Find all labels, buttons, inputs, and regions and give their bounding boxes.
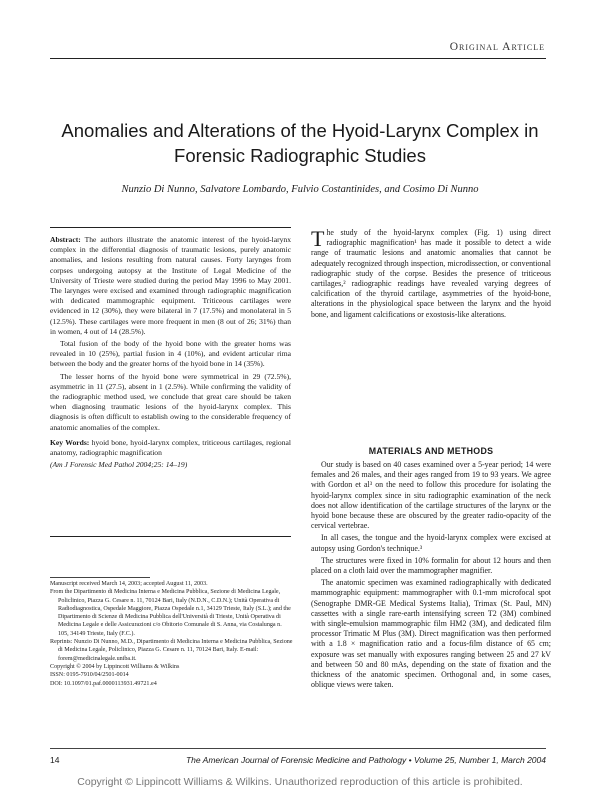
methods-paragraph-4: The anatomic specimen was examined radiographically with dedicated mammographic equipment: mammographer with 0.1-mm microfocal spot (Senographe DMR-GE Medical Systems Italia), Trimax (St. Paul, MN) cassettes with a single rare-earth intensifying screen T2 (3M) combined with single-emulsion mammographic film HM2 (3M), and dedicated film processor Trimatic M Plus (3M). Direct magnification was then performed with a 1.8 × magnification ratio and a focus-film distance of 65 cm; exposure was set manually with exposures ranging between 25 and 27 kV and between 50 and 80 mAs, depending on the state of fixation and the thickness of the anatomic specimen. Orthogonal and, in some cases, oblique views were taken. — [311, 578, 551, 690]
journal-running-footer: The American Journal of Forensic Medicine and Pathology • Volume 25, Number 1, March 2004 — [185, 755, 546, 765]
introduction — [311, 228, 551, 322]
abstract-paragraph-3: The lesser horns of the hyoid bone were symmetrical in 29 (72.5%), asymmetric in 11 (27.5), absent in 1 (2.5%). While confirming the validity of the radiographic method used, we conclude that great care should be taken when diagnosing traumatic lesions of the hyoid-larynx complex. This diagnosis is often difficult to establish owing to the considerable frequency of anatomic anomalies of the complex. — [50, 371, 291, 432]
reprints-note: Reprints: Nunzio Di Nunno, M.D., Dipartimento di Medicina Interna e Medicina Pubblica, Sezione di Medicina Legale, Policlinico, Piazza G. Cesare n. 11, 70124 Bari, Italy. E-mail: forem@medicinalegale.uniba.it. — [50, 639, 293, 662]
author-list: Nunzio Di Nunno, Salvatore Lombardo, Fulvio Costantinides, and Cosimo Di Nunno — [121, 184, 479, 195]
article-title: Anomalies and Alterations of the Hyoid-Larynx Complex in Forensic Radiographic Studies — [61, 120, 539, 166]
journal-citation: (Am J Forensic Med Pathol 2004;25: 14–19) — [50, 460, 188, 470]
drop-cap: T — [311, 226, 325, 251]
top-rule — [50, 58, 546, 59]
issn-note: ISSN: 0195-7910/04/2501-0014 — [50, 672, 129, 679]
received-note: Manuscript received March 14, 2003; accepted August 11, 2003. — [50, 581, 208, 587]
abstract-label: Abstract: — [50, 235, 81, 244]
abstract — [50, 235, 291, 472]
page-number: 14 — [50, 755, 60, 765]
intro-text: he study of the hyoid-larynx complex (Fig. 1) using direct radiographic magnification¹ has made it possible to detect a wide range of traumatic lesions and anatomic anomalies that cannot be adequately recognized through inspection, microdissection, or conventional radiographic study of the corpse. Besides the presence of triticeous cartilages,² radiographic readings have revealed varying degrees of calcification of the thyroid cartilage, asymmetries of the hyoid-bone, alterations in the physiological space between the larynx and the hyoid bone, and ligament calcifications or exostosis-like alterations. — [311, 228, 551, 319]
methods-heading: MATERIALS AND METHODS — [368, 446, 494, 456]
copyright-note: Copyright © 2004 by Lippincott Williams & Wilkins — [50, 663, 180, 670]
affiliation-note: From the Dipartimento di Medicina Interna e Medicina Pubblica, Sezione di Medicina Legale, Policlinico, Piazza G. Cesare n. 11, 70124 Bari, Italy (N.D.N., C.D.N.); Unità Operativa di Radiodiagnostica, Ospedale Maggiore, Piazza Ospedale n.1, 34129 Trieste, Italy (S.L.); and the Dipartimento di Scienze di Medicina Pubblica dell'Università di Trieste, Unità Operativa di Medicina Legale e delle Assicurazioni c/o Obitorio Comunale di S. Anna, via Costalunga n. 105, 34149 Trieste, Italy (F.C.). — [50, 589, 291, 637]
keywords: hyoid bone, hyoid-larynx complex, triticeous cartilages, regional anatomy, radiographic magnification — [50, 437, 292, 458]
abstract-paragraph-2: Total fusion of the body of the hyoid bone with the greater horns was revealed in 10 (25%), partial fusion in 4 (10%), and evident articular rima between the body and the greater horns of the hyoid bone in 14 (35%). — [50, 339, 291, 369]
methods-section — [311, 460, 551, 692]
methods-paragraph-1: Our study is based on 40 cases examined over a 5-year period; 14 were females and 26 males, and their ages ranged from 19 to 93 years. We agree with Gordon et al³ on the need to follow this procedure for isolating the hyoid-larynx complex since in situ radiographic examination of the neck does not allow identification of the cartilage structures of the larynx or the hyoid bone because these are obscured by the greater radio-opacity of the cervical vertebrae. — [311, 460, 551, 531]
doi-note: DOI: 10.1097/01.paf.0000113931.49721.e4 — [50, 680, 157, 687]
footnote-rule — [50, 577, 150, 578]
methods-paragraph-3: The structures were fixed in 10% formalin for about 12 hours and then placed on a cloth laid over the mammographer magnifier. — [311, 555, 551, 576]
abstract-paragraph-1: The authors illustrate the anatomic interest of the hyoid-larynx complex in the differential diagnosis of traumatic lesions, purely anatomic anomalies, and lesions resulting from natural causes. Forty larynges from corpses undergoing autopsy at the Institute of Legal Medicine of the University of Trieste were studied during the period May 1996 to May 2001. The larynges were excised and examined through radiographic magnification with dedicated mammographic equipment. Triticeous cartilages were evidenced in 12 (30%), they were bilateral in 7 (17.5%) and monolateral in 5 (12.5%). These cartilages were more frequent in men (8 out of 26; 31%) than in women, 4 out of 14 (28.5%). — [50, 235, 291, 336]
methods-paragraph-2: In all cases, the tongue and the hyoid-larynx complex were excised at autopsy using Gordon's technique.³ — [311, 533, 551, 553]
footnotes — [50, 580, 293, 688]
copyright-watermark: Copyright © Lippincott Williams & Wilkins. Unauthorized reproduction of this article is prohibited. — [77, 776, 523, 788]
keywords-label: Key Words: — [50, 437, 90, 447]
section-heading: Original Article — [449, 41, 545, 53]
bottom-rule — [50, 748, 546, 749]
